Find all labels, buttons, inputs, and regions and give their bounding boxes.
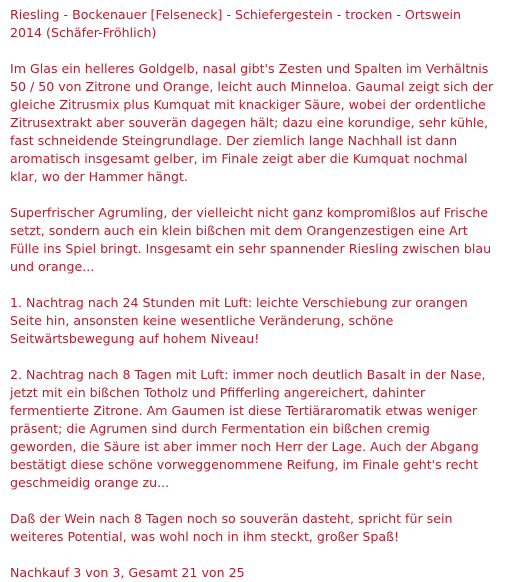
conclusion-paragraph: Daß der Wein nach 8 Tagen noch so souverän dasteht, spricht für sein weiteres Potential, was wohl noch in ihm steckt, großer Spaß! xyxy=(10,511,453,544)
addendum-24h-paragraph: 1. Nachtrag nach 24 Stunden mit Luft: leichte Verschiebung zur orangen Seite hin, ansonsten keine wesentliche Veränderung, schöne Seitwärtsbewegung auf hohem Niveau! xyxy=(10,295,468,346)
purchase-count: Nachkauf 3 von 3, Gesamt 21 von 25 xyxy=(10,565,245,580)
description-paragraph: Im Glas ein helleres Goldgelb, nasal gibt's Zesten und Spalten im Verhältnis 50 / 50 von Zitrone und Orange, leicht auch Minneloa. Gaumal zeigt sich der gleiche Zitrusmix plus Kumquat mit knackiger Säure, wobei der ordentliche Zitrusextrakt aber souverän dagegen hält; dazu eine korundige, sehr kühle, fast schneidende Steingrundlage. Der ziemlich lange Nachhall ist dann aromatisch insgesamt gelber, im Finale zeigt aber die Kumquat nochmal klar, wo der Hammer hängt. xyxy=(10,61,494,184)
summary-paragraph: Superfrischer Agrumling, der vielleicht nicht ganz kompromißlos auf Frische setzt, sondern auch ein klein bißchen mit dem Orangenzestigen eine Art Fülle ins Spiel bringt. Insgesamt ein sehr spannender Riesling zwischen blau und orange... xyxy=(10,205,492,274)
post-title: Riesling - Bockenauer [Felseneck] - Schiefergestein - trocken - Ortswein 2014 (Schäfer-Fröhlich) xyxy=(10,7,462,40)
addendum-8d-paragraph: 2. Nachtrag nach 8 Tagen mit Luft: immer noch deutlich Basalt in der Nase, jetzt mit ein bißchen Totholz und Pfifferling angereichert, dahinter fermentierte Zitrone. Am Gaumen ist diese Tertiäraromatik etwas weniger präsent; die Agrumen sind durch Fermentation ein bißchen cremig geworden, die Säure ist aber immer noch Herr der Lage. Auch der Abgang bestätigt diese schöne vorweggenommene Reifung, im Finale geht's recht geschmeidig orange zu... xyxy=(10,367,486,490)
